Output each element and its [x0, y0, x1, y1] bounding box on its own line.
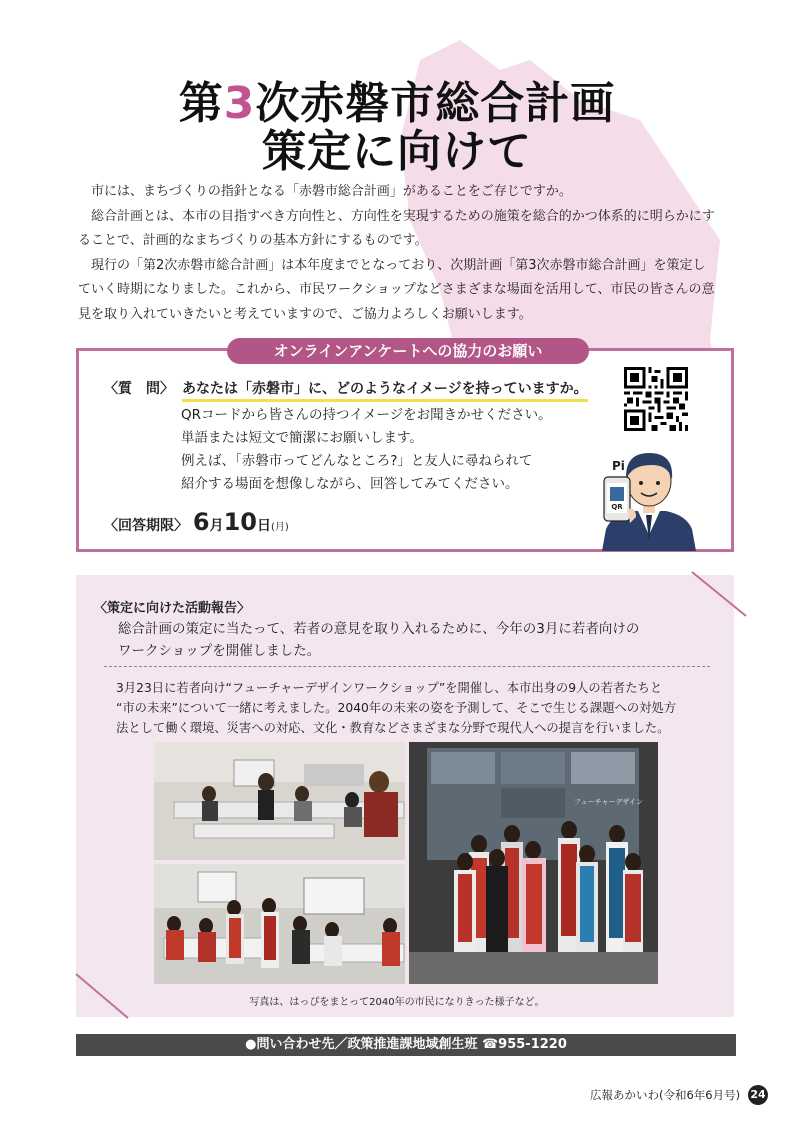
- report-body-line: “市の未来”について一緒に考えました。2040年の未来の姿を予測して、そこで生じる課題への対処方: [116, 701, 677, 715]
- report-body: [116, 678, 706, 738]
- photo-caption: 写真は、はっぴをまとって2040年の市民になりきった様子など。: [249, 997, 545, 1008]
- deadline-month: 6: [192, 508, 210, 536]
- deadline-day-unit: 日: [256, 518, 271, 534]
- deadline-day: 10: [223, 508, 257, 536]
- workshop-photo-1: [154, 742, 405, 860]
- question-text: あなたは「赤磐市」に、どのようなイメージを持っていますか。: [182, 378, 588, 402]
- report-title: 〈策定に向けた活動報告〉: [94, 601, 251, 616]
- page-title-line2: 策定に向けて: [262, 126, 532, 177]
- deadline-label: 〈回答期限〉: [104, 518, 188, 534]
- dotted-divider: [104, 666, 710, 667]
- question-details: [181, 404, 552, 496]
- contact-bar: ●問い合わせ先／政策推進課地域創生班 ☎955-1220: [76, 1034, 736, 1056]
- report-body-line: 3月23日に若者向け“フューチャーデザインワークショップ”を開催し、本市出身の9人の若者たちと: [116, 681, 663, 695]
- deadline: [104, 508, 289, 536]
- detail-line: 例えば、「赤磐市ってどんなところ?」と友人に尋ねられて: [181, 453, 533, 469]
- intro-paragraph: 市には、まちづくりの指針となる「赤磐市総合計画」があることをご存じですか。: [91, 184, 572, 199]
- report-lead-line: ワークショップを開催しました。: [118, 643, 321, 659]
- intro-text: [78, 180, 718, 327]
- person-with-phone-illustration: [592, 437, 706, 551]
- workshop-photo-2: [154, 864, 405, 984]
- intro-paragraph: 総合計画とは、本市の目指すべき方向性と、方向性を実現するための施策を総合的かつ体系的に明らかにすることで、計画的なまちづくりの基本方針にするものです。: [78, 208, 715, 248]
- detail-line: QRコードから皆さんの持つイメージをお聞きかせください。: [181, 407, 552, 423]
- page-number: 24: [748, 1085, 768, 1105]
- report-lead-line: 総合計画の策定に当たって、若者の意見を取り入れるために、今年の3月に若者向けの: [118, 621, 640, 637]
- deadline-month-unit: 月: [209, 518, 224, 534]
- survey-header: オンラインアンケートへの協力のお願い: [227, 338, 589, 364]
- decorative-diagonal-line: [690, 570, 750, 620]
- screen-caption: フューチャーデザイン: [574, 798, 643, 806]
- phone-qr-label: QR: [611, 503, 623, 511]
- page-title-line1: 第3次赤磐市総合計画: [178, 78, 616, 129]
- publication-name: 広報あかいわ(令和6年6月号): [590, 1088, 741, 1102]
- report-lead: [118, 618, 639, 662]
- deadline-weekday: (月): [270, 522, 289, 533]
- report-body-line: 法として働く環境、災害への対応、文化・教育などさまざまな分野で現代人への提言を行いました。: [116, 721, 670, 735]
- detail-line: 単語または短文で簡潔にお願いします。: [181, 430, 423, 446]
- detail-line: 紹介する場面を想像しながら、回答してみてください。: [181, 476, 519, 492]
- intro-paragraph: 現行の「第2次赤磐市総合計画」は本年度までとなっており、次期計画「第3次赤磐市総合計画」を策定していく時期になりました。これから、市民ワークショップなどさまざまな場面を活用して、市民の皆さんの意見を取り入れていきたいと考えていますので、ご協力よろしくお願いします。: [78, 257, 715, 322]
- qr-code-icon[interactable]: [624, 367, 688, 431]
- group-photo: [409, 742, 658, 984]
- question-label: 〈質 問〉: [104, 381, 174, 397]
- pi-sign-label: Pi: [612, 459, 625, 473]
